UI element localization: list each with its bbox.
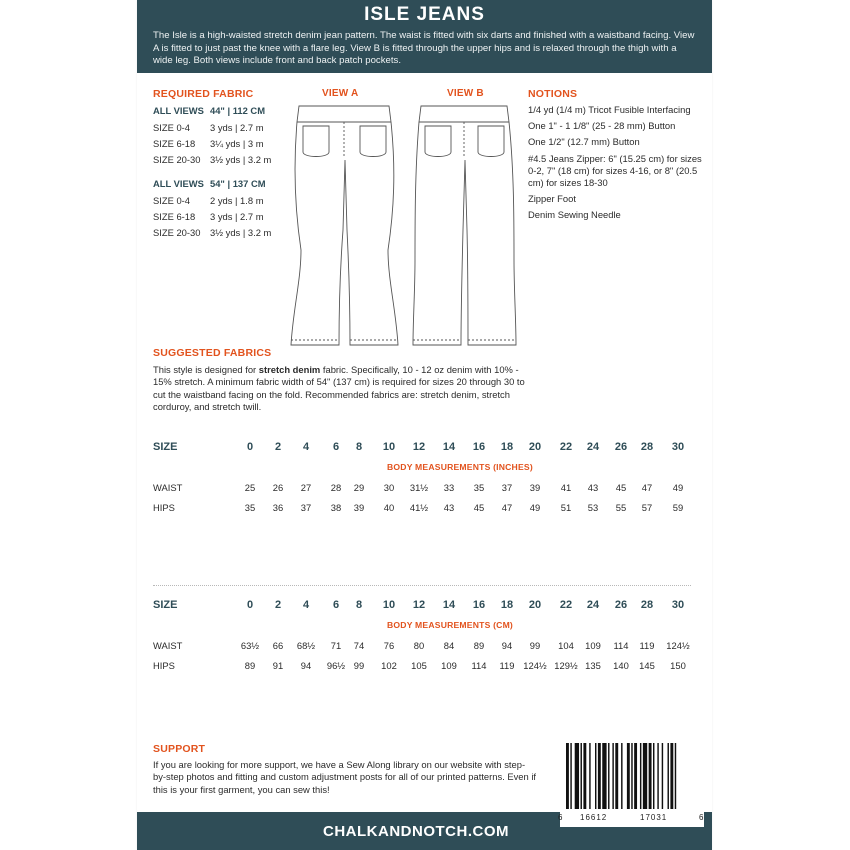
- size-value: 14: [442, 441, 456, 453]
- measurement-value: 55: [615, 502, 627, 513]
- size-value: 22: [559, 441, 573, 453]
- measurement-value: 37: [300, 502, 312, 513]
- measurement-value: 51: [560, 502, 572, 513]
- fabric-yardage: 3 yds | 2.7 m: [210, 211, 264, 222]
- view-a-jeans-illustration: [287, 100, 402, 350]
- suggested-fabrics-heading: SUGGESTED FABRICS: [153, 347, 272, 359]
- size-value: 12: [412, 441, 426, 453]
- measurement-value: 37: [501, 482, 513, 493]
- measurement-value: 74: [353, 640, 365, 651]
- size-value: 20: [528, 599, 542, 611]
- size-value: 8: [355, 441, 363, 453]
- measurement-value: 119: [499, 660, 515, 671]
- measurement-value: 89: [473, 640, 485, 651]
- measurement-value: 102: [381, 660, 397, 671]
- measurement-value: 80: [413, 640, 425, 651]
- measurement-value: 31½: [409, 482, 429, 493]
- measurement-value: 104: [558, 640, 574, 651]
- measurement-value: 89: [244, 660, 256, 671]
- measurement-value: 129½: [554, 660, 578, 671]
- size-value: 16: [472, 441, 486, 453]
- size-value: 6: [332, 441, 340, 453]
- support-text: If you are looking for more support, we have a Sew Along library on our website with step-by-step photos and fitting and custom adjustment posts for all of our printed patterns. Even if this is your first garment, you can sew this!: [153, 759, 537, 795]
- measurement-units-subtitle: BODY MEASUREMENTS (INCHES): [387, 462, 533, 472]
- notion-item: #4.5 Jeans Zipper: 6" (15.25 cm) for sizes 0-2, 7" (18 cm) for sizes 4-16, or 8" (20.5 cm) for sizes 18-30: [528, 152, 702, 189]
- measurement-value: 94: [501, 640, 513, 651]
- measurement-value: 150: [670, 660, 686, 671]
- measurement-value: 38: [330, 502, 342, 513]
- notions-heading: NOTIONS: [528, 88, 578, 100]
- suggested-fabrics-text: [153, 364, 533, 414]
- measurement-value: 47: [641, 482, 653, 493]
- measurement-value: 57: [641, 502, 653, 513]
- barcode-digits-group2: 17031: [640, 813, 668, 822]
- barcode-bar: [662, 743, 663, 809]
- suggested-text-strong: stretch denim: [258, 364, 321, 375]
- measurement-value: 45: [615, 482, 627, 493]
- measurement-value: 43: [587, 482, 599, 493]
- measurement-value: 53: [587, 502, 599, 513]
- size-value: 30: [671, 599, 685, 611]
- barcode-bar: [634, 743, 637, 809]
- fabric-width: 54" | 137 CM: [210, 178, 266, 189]
- measurement-value: 124½: [666, 640, 690, 651]
- size-value: 10: [382, 599, 396, 611]
- barcode: [560, 741, 704, 827]
- size-value: 2: [274, 441, 282, 453]
- measurement-value: 119: [639, 640, 655, 651]
- measurement-value: 35: [473, 482, 485, 493]
- measurement-value: 59: [672, 502, 684, 513]
- fabric-size-label: SIZE 6-18: [153, 138, 196, 149]
- measurement-value: 145: [639, 660, 655, 671]
- measurement-value: 40: [383, 502, 395, 513]
- fabric-yardage: 3½ yds | 3.2 m: [210, 227, 272, 238]
- barcode-bar: [657, 743, 658, 809]
- measurement-value: 68½: [296, 640, 316, 651]
- measurement-value: 109: [441, 660, 457, 671]
- barcode-bar: [566, 743, 569, 809]
- measurement-value: 109: [585, 640, 601, 651]
- size-value: 0: [246, 441, 254, 453]
- view-b-label: VIEW B: [447, 88, 484, 99]
- row-label: HIPS: [153, 502, 175, 513]
- row-label: HIPS: [153, 660, 175, 671]
- notion-item: Denim Sewing Needle: [528, 209, 621, 221]
- measurement-value: 29: [353, 482, 365, 493]
- barcode-bar: [575, 743, 579, 809]
- measurement-value: 66: [272, 640, 284, 651]
- measurement-value: 105: [411, 660, 427, 671]
- measurement-value: 39: [353, 502, 365, 513]
- size-value: 10: [382, 441, 396, 453]
- measurement-value: 91: [272, 660, 284, 671]
- measurement-value: 39: [529, 482, 541, 493]
- barcode-bar: [608, 743, 609, 809]
- page-title: ISLE JEANS: [364, 4, 485, 25]
- barcode-bar: [668, 743, 669, 809]
- measurement-value: 124½: [523, 660, 547, 671]
- barcode-bar: [581, 743, 582, 809]
- view-a-label: VIEW A: [322, 88, 359, 99]
- measurement-value: 63½: [240, 640, 260, 651]
- notion-item: One 1" - 1 1/8" (25 - 28 mm) Button: [528, 120, 676, 132]
- measurement-value: 114: [471, 660, 487, 671]
- size-value: 30: [671, 441, 685, 453]
- barcode-bar: [595, 743, 596, 809]
- measurement-value: 27: [300, 482, 312, 493]
- row-label: WAIST: [153, 482, 183, 493]
- barcode-digits-group1: 16612: [580, 813, 608, 822]
- barcode-bar: [589, 743, 590, 809]
- measurement-value: 114: [613, 640, 629, 651]
- size-header: SIZE: [153, 599, 178, 611]
- notion-item: 1/4 yd (1/4 m) Tricot Fusible Interfacing: [528, 104, 691, 115]
- fabric-size-label: SIZE 0-4: [153, 122, 190, 133]
- website-url[interactable]: CHALKANDNOTCH.COM: [323, 823, 509, 840]
- size-value: 4: [302, 441, 310, 453]
- measurement-value: 35: [244, 502, 256, 513]
- size-value: 4: [302, 599, 310, 611]
- measurement-value: 135: [585, 660, 601, 671]
- size-value: 18: [500, 441, 514, 453]
- barcode-bar: [670, 743, 673, 809]
- measurement-value: 30: [383, 482, 395, 493]
- size-value: 18: [500, 599, 514, 611]
- measurement-value: 94: [300, 660, 312, 671]
- measurement-value: 49: [529, 502, 541, 513]
- fabric-size-label: SIZE 0-4: [153, 195, 190, 206]
- row-label: WAIST: [153, 640, 183, 651]
- view-b-jeans-illustration: [407, 100, 522, 350]
- size-value: 0: [246, 599, 254, 611]
- barcode-bar: [675, 743, 676, 809]
- barcode-bars: [560, 741, 704, 811]
- size-value: 12: [412, 599, 426, 611]
- barcode-bar: [602, 743, 606, 809]
- support-heading: SUPPORT: [153, 743, 206, 755]
- size-value: 28: [640, 441, 654, 453]
- table-divider: [153, 585, 691, 586]
- notions-list: [528, 104, 708, 226]
- measurement-value: 99: [529, 640, 541, 651]
- measurement-value: 140: [613, 660, 629, 671]
- fabric-yardage: 3¼ yds | 3 m: [210, 138, 264, 149]
- size-value: 6: [332, 599, 340, 611]
- header-banner: [137, 0, 712, 73]
- measurement-value: 84: [443, 640, 455, 651]
- notion-item: One 1/2" (12.7 mm) Button: [528, 136, 640, 148]
- notion-item: Zipper Foot: [528, 193, 576, 205]
- barcode-bar: [640, 743, 641, 809]
- size-value: 24: [586, 599, 600, 611]
- fabric-yardage: 3½ yds | 3.2 m: [210, 154, 272, 165]
- measurement-value: 49: [672, 482, 684, 493]
- barcode-digit-right: 6: [699, 813, 704, 822]
- measurement-value: 71: [330, 640, 342, 651]
- measurement-value: 41½: [409, 502, 429, 513]
- fabric-size-label: SIZE 20-30: [153, 227, 201, 238]
- barcode-bar: [612, 743, 613, 809]
- barcode-bar: [583, 743, 586, 809]
- measurement-value: 96½: [326, 660, 346, 671]
- fabric-group-label: ALL VIEWS: [153, 105, 204, 116]
- measurement-value: 76: [383, 640, 395, 651]
- size-value: 26: [614, 441, 628, 453]
- barcode-bar: [570, 743, 571, 809]
- measurement-value: 47: [501, 502, 513, 513]
- size-value: 22: [559, 599, 573, 611]
- size-value: 2: [274, 599, 282, 611]
- size-value: 28: [640, 599, 654, 611]
- barcode-digit-left: 6: [558, 813, 563, 822]
- barcode-bar: [643, 743, 647, 809]
- measurement-value: 28: [330, 482, 342, 493]
- fabric-group-label: ALL VIEWS: [153, 178, 204, 189]
- fabric-yardage: 2 yds | 1.8 m: [210, 195, 264, 206]
- measurement-value: 26: [272, 482, 284, 493]
- size-header: SIZE: [153, 441, 178, 453]
- barcode-bar: [621, 743, 622, 809]
- measurement-value: 25: [244, 482, 256, 493]
- size-value: 16: [472, 599, 486, 611]
- barcode-bar: [598, 743, 601, 809]
- pattern-back-cover: [137, 0, 712, 850]
- fabric-size-label: SIZE 6-18: [153, 211, 196, 222]
- size-value: 14: [442, 599, 456, 611]
- size-value: 8: [355, 599, 363, 611]
- barcode-bar: [653, 743, 654, 809]
- suggested-text-end: fabric. Specifically, 10 - 12 oz denim with 10% - 15% stretch. A minimum fabric width of 54" (137 cm) is required for sizes 20 through 30 to cut the waistband facing on the fold. Recommended fabrics are: stretch denim, stretch corduroy, and stretch twill.: [153, 364, 525, 413]
- intro-text: The Isle is a high-waisted stretch denim jean pattern. The waist is fitted with six darts and finished with a waistband facing. View A is fitted to just past the knee with a flare leg. View B is fitted through the upper hips and is relaxed through the thigh with a wide leg. Both views include front and back patch pockets.: [153, 30, 695, 67]
- measurement-value: 36: [272, 502, 284, 513]
- size-value: 20: [528, 441, 542, 453]
- barcode-bar: [627, 743, 630, 809]
- measurement-value: 41: [560, 482, 572, 493]
- barcode-bar: [631, 743, 632, 809]
- barcode-bar: [649, 743, 652, 809]
- barcode-bar: [615, 743, 618, 809]
- fabric-yardage: 3 yds | 2.7 m: [210, 122, 264, 133]
- required-fabric-heading: REQUIRED FABRIC: [153, 88, 254, 100]
- measurement-value: 45: [473, 502, 485, 513]
- measurement-value: 43: [443, 502, 455, 513]
- fabric-width: 44" | 112 CM: [210, 105, 266, 116]
- measurement-value: 99: [353, 660, 365, 671]
- measurement-value: 33: [443, 482, 455, 493]
- size-value: 24: [586, 441, 600, 453]
- measurement-units-subtitle: BODY MEASUREMENTS (CM): [387, 620, 513, 630]
- size-value: 26: [614, 599, 628, 611]
- suggested-text-start: This style is designed for: [153, 364, 259, 375]
- fabric-size-label: SIZE 20-30: [153, 154, 201, 165]
